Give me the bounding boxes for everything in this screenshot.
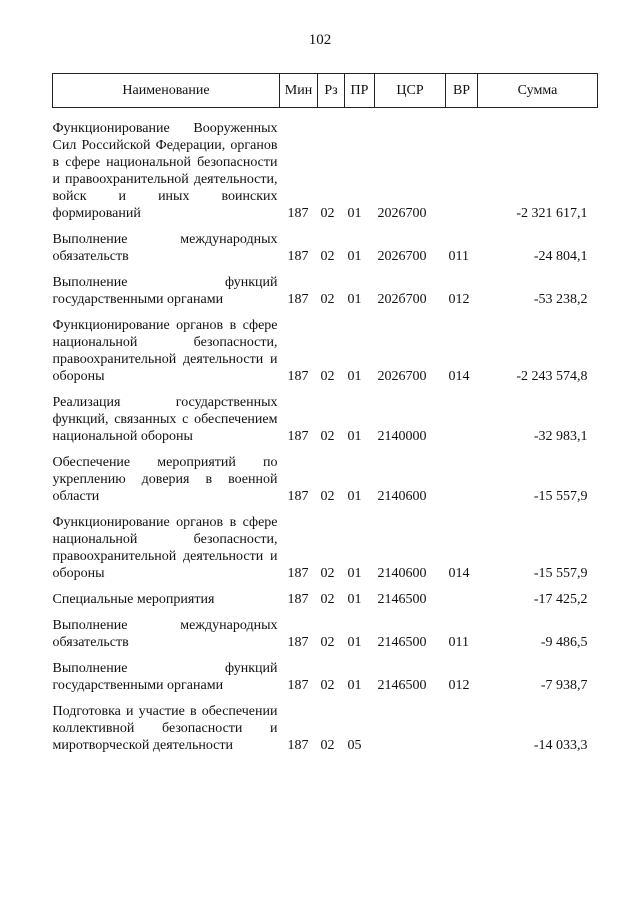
header-vr: ВР (446, 74, 478, 108)
row-name: Выполнение функций государственными органами (52, 275, 278, 307)
row-sum: -7 938,7 (540, 678, 588, 693)
row-min: 187 (287, 566, 309, 581)
row-vr (446, 694, 478, 754)
row-pr: 01 (347, 292, 362, 307)
row-rz: 02 (320, 206, 335, 221)
row-sum: -2 243 574,8 (516, 369, 588, 384)
row-vr (446, 385, 478, 445)
row-sum: -14 033,3 (533, 738, 588, 753)
row-min: 187 (287, 489, 309, 504)
row-rz: 02 (320, 592, 335, 607)
row-sum: -9 486,5 (540, 635, 588, 650)
table-row (53, 582, 598, 608)
row-rz: 02 (320, 635, 335, 650)
row-min: 187 (287, 635, 309, 650)
table-row (53, 222, 598, 265)
table-body (53, 108, 598, 755)
table-row (53, 445, 598, 505)
row-name: Функционирование органов в сфере национальной безопасности, правоохранительной деятельности и обороны (52, 318, 278, 384)
row-sum: -15 557,9 (533, 489, 588, 504)
row-name: Выполнение международных обязательств (52, 618, 278, 650)
row-name: Реализация государственных функций, связанных с обеспечением национальной обороны (52, 395, 278, 444)
row-rz: 02 (320, 738, 335, 753)
row-pr: 01 (347, 592, 362, 607)
row-csr: 2140600 (377, 489, 427, 504)
row-min: 187 (287, 249, 309, 264)
row-min: 187 (287, 592, 309, 607)
table-row (53, 608, 598, 651)
row-vr (446, 108, 478, 223)
row-vr: 014 (448, 566, 470, 581)
row-vr (446, 582, 478, 608)
row-name: Обеспечение мероприятий по укреплению доверия в военной области (52, 455, 278, 504)
table-row (53, 265, 598, 308)
row-rz: 02 (320, 566, 335, 581)
row-min: 187 (287, 292, 309, 307)
row-rz: 02 (320, 249, 335, 264)
row-sum: -17 425,2 (533, 592, 588, 607)
row-csr: 2140000 (377, 429, 427, 444)
header-sum: Сумма (478, 74, 598, 108)
row-min: 187 (287, 429, 309, 444)
table-row (53, 505, 598, 582)
table-row (53, 651, 598, 694)
table-row (53, 385, 598, 445)
budget-table (52, 73, 598, 754)
table-header (53, 74, 598, 108)
table-row (53, 694, 598, 754)
row-min: 187 (287, 369, 309, 384)
row-name: Функционирование Вооруженных Сил Российской Федерации, органов в сфере национальной безопасности и правоохранительной деятельности, войск и иных воинских формирований (52, 121, 278, 221)
row-rz: 02 (320, 429, 335, 444)
row-sum: -32 983,1 (533, 429, 588, 444)
row-rz: 02 (320, 369, 335, 384)
header-rz: Рз (318, 74, 345, 108)
row-vr: 011 (448, 635, 469, 650)
row-sum: -53 238,2 (533, 292, 588, 307)
row-name: Функционирование органов в сфере национальной безопасности, правоохранительной деятельности и обороны (52, 515, 278, 581)
row-vr: 011 (448, 249, 469, 264)
row-name: Выполнение функций государственными органами (52, 661, 278, 693)
row-vr: 012 (448, 678, 470, 693)
row-min: 187 (287, 206, 309, 221)
table-row (53, 308, 598, 385)
header-name: Наименование (53, 74, 280, 108)
row-name: Подготовка и участие в обеспечении коллективной безопасности и миротворческой деятельности (52, 704, 278, 753)
row-csr: 2146500 (377, 635, 427, 650)
row-csr: 2140600 (377, 566, 427, 581)
row-sum: -15 557,9 (533, 566, 588, 581)
row-csr (375, 694, 446, 754)
row-min: 187 (287, 678, 309, 693)
row-min: 187 (287, 738, 309, 753)
row-pr: 01 (347, 489, 362, 504)
row-name: Специальные мероприятия (52, 592, 215, 607)
row-csr: 202б700 (377, 292, 427, 307)
row-rz: 02 (320, 489, 335, 504)
row-name: Выполнение международных обязательств (52, 232, 278, 264)
row-pr: 01 (347, 206, 362, 221)
page-number: 102 (308, 32, 332, 48)
row-vr: 012 (448, 292, 470, 307)
row-pr: 01 (347, 369, 362, 384)
header-pr: ПР (345, 74, 375, 108)
row-vr: 014 (448, 369, 470, 384)
row-csr: 2146500 (377, 678, 427, 693)
row-rz: 02 (320, 292, 335, 307)
row-pr: 01 (347, 249, 362, 264)
header-csr: ЦСР (375, 74, 446, 108)
row-pr: 01 (347, 566, 362, 581)
row-pr: 01 (347, 429, 362, 444)
header-min: Мин (280, 74, 318, 108)
row-pr: 05 (347, 738, 362, 753)
row-rz: 02 (320, 678, 335, 693)
row-csr: 2026700 (377, 249, 427, 264)
row-pr: 01 (347, 678, 362, 693)
row-csr: 2026700 (377, 369, 427, 384)
row-csr: 2146500 (377, 592, 427, 607)
row-csr: 2026700 (377, 206, 427, 221)
row-sum: -24 804,1 (533, 249, 588, 264)
row-sum: -2 321 617,1 (516, 206, 588, 221)
row-pr: 01 (347, 635, 362, 650)
table-row (53, 108, 598, 223)
row-vr (446, 445, 478, 505)
